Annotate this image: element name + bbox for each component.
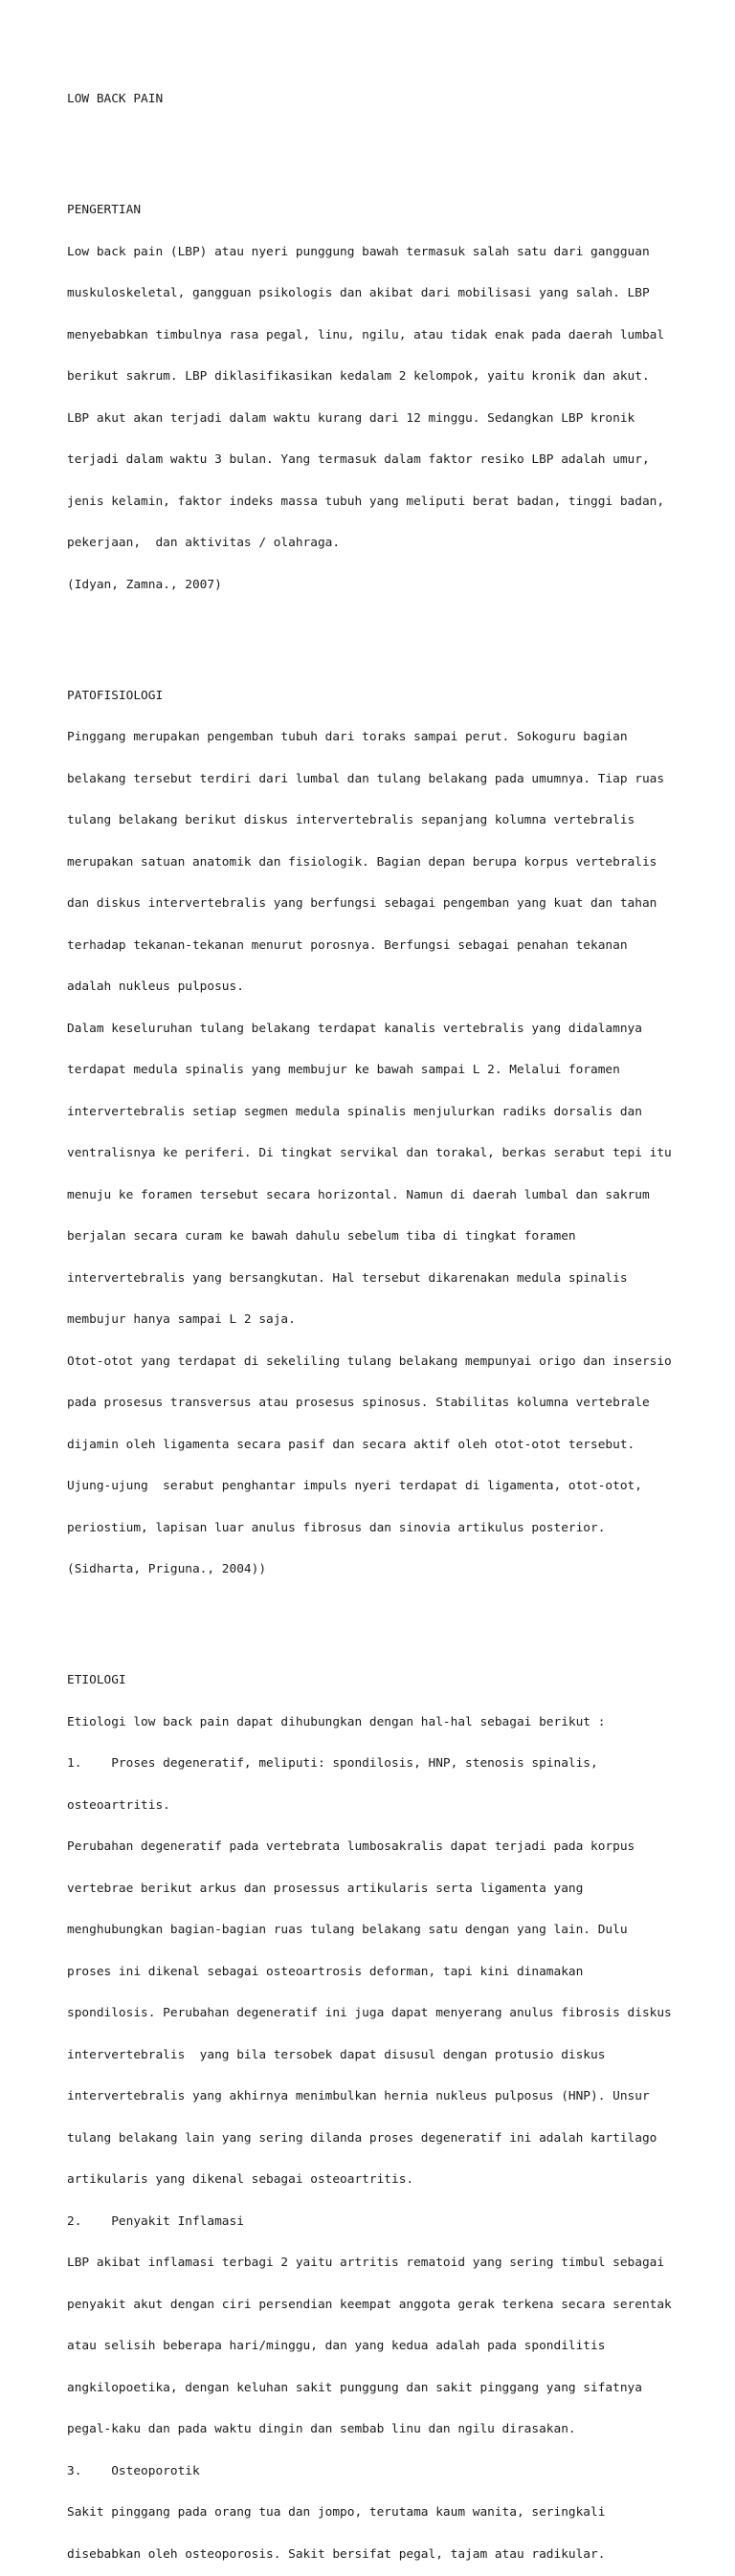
paragraph-line: menghubungkan bagian-bagian ruas tulang belakang satu dengan yang lain. Dulu <box>67 1923 628 1937</box>
paragraph-line: pekerjaan, dan aktivitas / olahraga. <box>67 536 341 550</box>
paragraph-line: berikut sakrum. LBP diklasifikasikan kedalam 2 kelompok, yaitu kronik dan akut. <box>67 369 650 384</box>
paragraph-line: angkilopoetika, dengan keluhan sakit punggung dan sakit pinggang yang sifatnya <box>67 2380 642 2395</box>
section-heading-etiologi: ETIOLOGI <box>67 1673 126 1687</box>
paragraph-line: proses ini dikenal sebagai osteoartrosis deforman, tapi kini dinamakan <box>67 1964 584 1979</box>
paragraph-line: menyebabkan timbulnya rasa pegal, linu, ngilu, atau tidak enak pada daerah lumbal <box>67 327 665 342</box>
paragraph-line: muskuloskeletal, gangguan psikologis dan akibat dari mobilisasi yang salah. LBP <box>67 286 650 300</box>
paragraph-line: intervertebralis yang bila tersobek dapat disusul dengan protusio diskus <box>67 2047 606 2062</box>
paragraph-line: membujur hanya sampai L 2 saja. <box>67 1312 296 1327</box>
paragraph-line: LBP akut akan terjadi dalam waktu kurang dari 12 minggu. Sedangkan LBP kronik <box>67 410 635 426</box>
citation-line: (Sidharta, Priguna., 2004)) <box>67 1562 267 1576</box>
spacer <box>67 135 718 149</box>
paragraph-line: ventralisnya ke periferi. Di tingkat servikal dan torakal, berkas serabut tepi itu <box>67 1146 672 1160</box>
paragraph-line: terhadap tekanan-tekanan menurut porosnya. Berfungsi sebagai penahan tekanan <box>67 937 628 953</box>
paragraph-line: intervertebralis yang akhirnya menimbulkan hernia nukleus pulposus (HNP). Unsur <box>67 2089 650 2103</box>
paragraph-line: adalah nukleus pulposus. <box>67 980 244 994</box>
paragraph-line: dijamin oleh ligamenta secara pasif dan secara aktif oleh otot-otot tersebut. <box>67 1437 635 1452</box>
paragraph-line: penyakit akut dengan ciri persendian keempat anggota gerak terkena secara serentak <box>67 2297 672 2312</box>
spacer <box>67 1605 718 1619</box>
paragraph-line: merupakan satuan anatomik dan fisiologik. Bagian depan berupa korpus vertebralis <box>67 854 657 870</box>
paragraph-line: vertebrae berikut arkus dan prosessus artikularis serta ligamenta yang <box>67 1881 584 1896</box>
paragraph-line: dan diskus intervertebralis yang berfungsi sebagai pengemban yang kuat dan tahan <box>67 896 657 911</box>
paragraph-line: terjadi dalam waktu 3 bulan. Yang termasuk dalam faktor resiko LBP adalah umur, <box>67 452 650 467</box>
paragraph-line: LBP akibat inflamasi terbagi 2 yaitu artritis rematoid yang sering timbul sebagai <box>67 2256 665 2270</box>
paragraph-line: terdapat medula spinalis yang membujur ke bawah sampai L 2. Melalui foramen <box>67 1063 620 1077</box>
paragraph-line: intervertebralis setiap segmen medula spinalis menjulurkan radiks dorsalis dan <box>67 1104 642 1119</box>
paragraph-line: belakang tersebut terdiri dari lumbal dan tulang belakang pada umumnya. Tiap ruas <box>67 771 665 786</box>
paragraph-line: Pinggang merupakan pengemban tubuh dari toraks sampai perut. Sokoguru bagian <box>67 730 628 744</box>
paragraph-line: Etiologi low back pain dapat dihubungkan dengan hal-hal sebagai berikut : <box>67 1714 606 1729</box>
paragraph-line: Dalam keseluruhan tulang belakang terdapat kanalis vertebralis yang didalamnya <box>67 1021 642 1036</box>
paragraph-line: tulang belakang lain yang sering dilanda proses degeneratif ini adalah kartilago <box>67 2130 657 2146</box>
paragraph-line: intervertebralis yang bersangkutan. Hal tersebut dikarenakan medula spinalis <box>67 1270 628 1286</box>
spacer <box>67 620 718 634</box>
citation-line: (Idyan, Zamna., 2007) <box>67 577 222 592</box>
paragraph-line: Otot-otot yang terdapat di sekeliling tulang belakang mempunyai origo dan insersio <box>67 1354 672 1369</box>
paragraph-line: atau selisih beberapa hari/minggu, dan yang kedua adalah pada spondilitis <box>67 2339 606 2353</box>
list-item-line: 1. Proses degeneratif, meliputi: spondilosis, HNP, stenosis spinalis, <box>67 1756 598 1771</box>
section-heading-patofisiologi: PATOFISIOLOGI <box>67 688 164 703</box>
section-heading-pengertian: PENGERTIAN <box>67 203 142 217</box>
paragraph-line: pegal-kaku dan pada waktu dingin dan sembab linu dan ngilu dirasakan. <box>67 2422 576 2436</box>
paragraph-line: Perubahan degeneratif pada vertebrata lumbosakralis dapat terjadi pada korpus <box>67 1839 635 1854</box>
paragraph-line: pada prosesus transversus atau prosesus spinosus. Stabilitas kolumna vertebrale <box>67 1396 650 1410</box>
paragraph-line: periostium, lapisan luar anulus fibrosus dan sinovia artikulus posterior. <box>67 1520 606 1535</box>
list-item-line: 2. Penyakit Inflamasi <box>67 2213 244 2229</box>
document-page <box>67 65 718 2576</box>
paragraph-line: disebabkan oleh osteoporosis. Sakit bersifat pegal, tajam atau radikular. <box>67 2546 606 2562</box>
paragraph-line: spondilosis. Perubahan degeneratif ini juga dapat menyerang anulus fibrosis diskus <box>67 2006 672 2020</box>
paragraph-line: jenis kelamin, faktor indeks massa tubuh yang meliputi berat badan, tinggi badan, <box>67 494 665 509</box>
paragraph-line: menuju ke foramen tersebut secara horizontal. Namun di daerah lumbal dan sakrum <box>67 1187 650 1202</box>
list-item-line: 3. Osteoporotik <box>67 2463 200 2478</box>
paragraph-line: tulang belakang berikut diskus intervertebralis sepanjang kolumna vertebralis <box>67 813 635 827</box>
paragraph-line: artikularis yang dikenal sebagai osteoartritis. <box>67 2172 414 2187</box>
paragraph-line: Ujung-ujung serabut penghantar impuls nyeri terdapat di ligamenta, otot-otot, <box>67 1479 642 1493</box>
document-title: LOW BACK PAIN <box>67 92 164 106</box>
paragraph-line: Sakit pinggang pada orang tua dan jompo, terutama kaum wanita, seringkali <box>67 2505 606 2520</box>
paragraph-line: berjalan secara curam ke bawah dahulu sebelum tiba di tingkat foramen <box>67 1229 576 1244</box>
paragraph-line: osteoartritis. <box>67 1797 170 1813</box>
paragraph-line: Low back pain (LBP) atau nyeri punggung bawah termasuk salah satu dari gangguan <box>67 244 650 259</box>
